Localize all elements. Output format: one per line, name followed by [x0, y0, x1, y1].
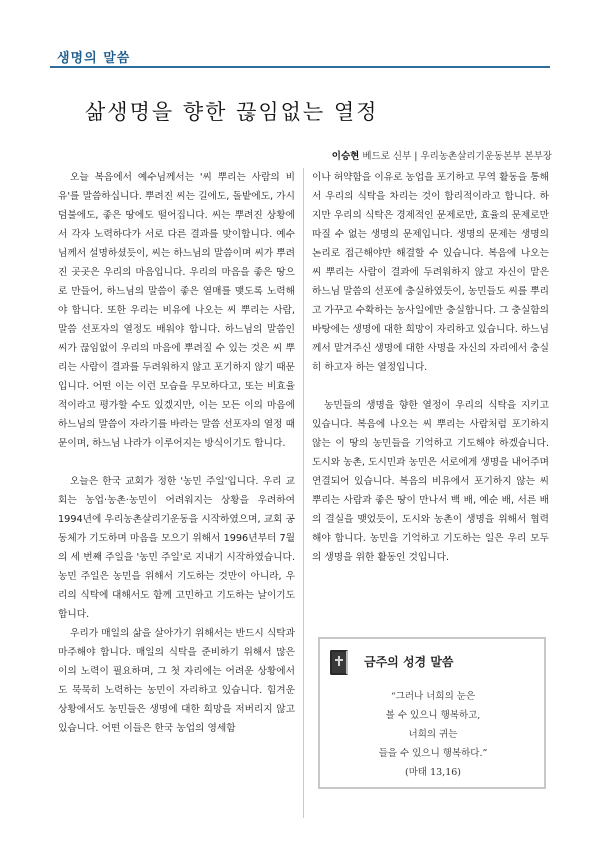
verse-line: 들을 수 있으니 행복하다.”	[378, 748, 488, 759]
verse-line: “그러나 너희의 눈은	[390, 691, 476, 702]
weekly-verse-box	[318, 637, 546, 789]
verse-line: 볼 수 있으니 행복하고,	[385, 710, 481, 721]
verse-reference: (마태 13,16)	[405, 767, 461, 778]
verse-title: 금주의 성경 말씀	[364, 655, 454, 669]
bible-book-icon	[328, 649, 350, 677]
header-rule	[50, 66, 550, 68]
section-label: 생명의 말씀	[57, 51, 131, 66]
paragraph: 오늘은 한국 교회가 정한 '농민 주일'입니다. 우리 교회는 농업·농촌·농민이 어려워지는 상황을 우려하여 1994년에 우리농촌살리기운동을 시작하였으며, 교회 공동체가 기도하며 마음을 모으기 위해서 1996년부터 7월의 세 번째 주일을 '농민 주일'로 지내기 시작하였습니다. 농민 주일은 농민을 위해서 기도하는 것만이 아니라, 우리의 식탁에 대해서도 함께 고민하고 기도하는 날이기도 합니다.	[58, 476, 295, 620]
article-title: 삶생명을 향한 끊임없는 열정	[85, 100, 379, 124]
byline	[332, 148, 552, 162]
paragraph: 이나 허약함을 이유로 농업을 포기하고 무역 활동을 통해서 우리의 식탁을 차리는 것이 합리적이라고 합니다. 하지만 우리의 식탁은 경제적인 문제로만, 효율의 문제로만 따질 수 없는 생명의 문제입니다. 생명의 문제는 생명의 논리로 접근해야만 해결할 수 있습니다. 복음에 나오는 씨 뿌리는 사람이 결과에 두려워하지 않고 자신이 맡은 하느님 말씀의 선포에 충실하였듯이, 농민들도 씨를 뿌리고 가꾸고 수확하는 농사일에만 충실합니다. 그 충실함의 바탕에는 생명에 대한 희망이 자리하고 있습니다. 하느님께서 맡겨주신 생명에 대한 사명을 자신의 자리에서 충실히 하고자 하는 열정입니다.	[312, 172, 549, 373]
right-column	[312, 168, 549, 567]
verse-line: 너희의 귀는	[408, 729, 458, 740]
paragraph: 오늘 복음에서 예수님께서는 '씨 뿌리는 사람의 비유'를 말씀하십니다. 뿌려진 씨는 길에도, 돌밭에도, 가시덤불에도, 좋은 땅에도 떨어집니다. 씨는 뿌려진 상황에서 각자 노력하다가 서로 다른 결과를 맞이합니다. 예수님께서 설명하셨듯이, 씨는 하느님의 말씀이며 씨가 뿌려진 곳곳은 우리의 마음입니다. 우리의 마음을 좋은 땅으로 만들어, 하느님의 말씀이 좋은 열매를 맺도록 노력해야 합니다. 또한 우리는 비유에 나오는 씨 뿌리는 사람, 말씀 선포자의 열정도 배워야 합니다. 하느님의 말씀인 씨가 끊임없이 우리의 마음에 뿌려질 수 있는 것은 씨 뿌리는 사람이 결과를 두려워하지 않고 포기하지 않기 때문입니다. 어떤 이는 이런 모습을 무모하다고, 또는 비효율적이라고 평가할 수도 있겠지만, 이는 모든 이의 마음에 하느님의 말씀이 자라기를 바라는 말씀 선포자의 열정 때문이며, 하느님 나라가 이루어지는 방식이기도 합니다.	[58, 172, 295, 449]
paragraph: 농민들의 생명을 향한 열정이 우리의 식탁을 지키고 있습니다. 복음에 나오는 씨 뿌리는 사람처럼 포기하지 않는 이 땅의 농민들을 기억하고 기도해야 하겠습니다. 도시와 농촌, 도시민과 농민은 서로에게 생명을 내어주며 연결되어 있습니다. 복음의 비유에서 포기하지 않는 씨 뿌리는 사람과 좋은 땅이 만나서 백 배, 예순 배, 서른 배의 결실을 맺었듯이, 도시와 농촌이 생명을 위해서 협력해야 합니다. 농민을 기억하고 기도하는 일은 우리 모두의 생명을 위한 활동인 것입니다.	[312, 400, 549, 563]
column-divider	[303, 168, 304, 818]
paragraph: 우리가 매일의 삶을 살아가기 위해서는 반드시 식탁과 마주해야 합니다. 매일의 식탁을 준비하기 위해서 많은 이의 노력이 필요하며, 그 첫 자리에는 어려운 상황에서도 묵묵히 노력하는 농민이 자리하고 있습니다. 힘겨운 상황에서도 농민들은 생명에 대한 희망을 저버리지 않고 있습니다. 어떤 이들은 한국 농업의 영세함	[58, 628, 295, 734]
author-name: 이승현	[331, 151, 360, 162]
verse-text	[330, 687, 536, 782]
left-column	[58, 168, 295, 738]
author-role: 베드로 신부 | 우리농촌살리기운동본부 본부장	[362, 151, 552, 162]
